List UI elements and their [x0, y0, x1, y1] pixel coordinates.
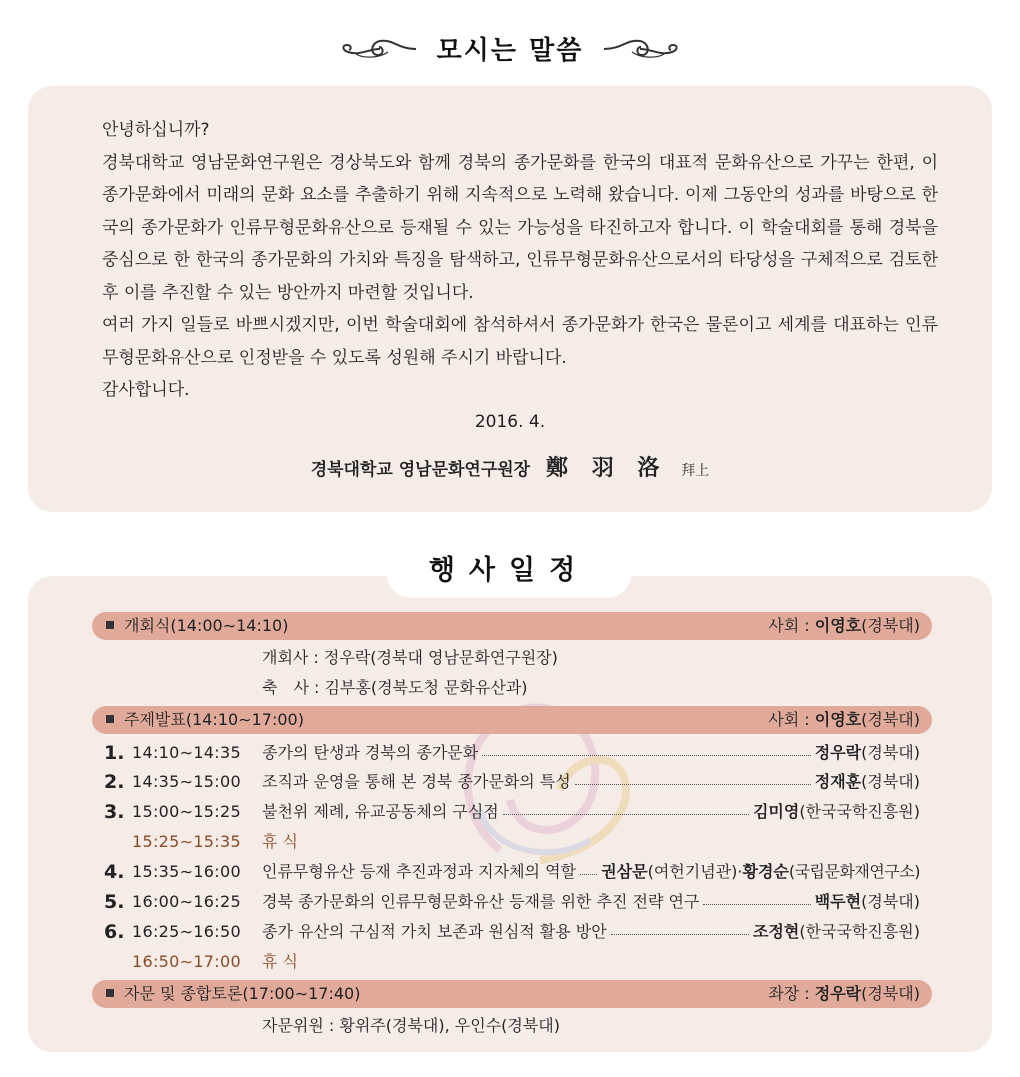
item-speaker: 권삼문: [601, 862, 648, 881]
item-affiliation: (한국국학진흥원): [799, 922, 920, 941]
opening-session-label: 개회식(14:00∼14:10): [124, 616, 289, 635]
discussion-session-label: 자문 및 종합토론(17:00∼17:40): [124, 984, 361, 1003]
item-speaker: 정우락: [814, 743, 862, 762]
greeting-paragraph: 여러 가지 일들로 바쁘시겠지만, 이번 학술대회에 참석하셔서 종가문화가 한국은 물론이고 세계를 대표하는 인류무형문화유산으로 인정받을 수 있도록 성원해 주시기 바랍니다.: [102, 315, 938, 368]
signer-title: 경북대학교 영남문화연구원장: [310, 460, 531, 480]
item-speaker: 정재훈: [814, 772, 862, 791]
discussion-chair: [768, 980, 920, 1008]
leader-dots: [580, 874, 597, 875]
signer-suffix: 拜上: [681, 463, 710, 479]
item-topic: 조직과 운영을 통해 본 경북 종가문화의 특성: [262, 772, 571, 791]
schedule-title: 행사일정: [428, 555, 590, 586]
item-speaker: 조정현: [752, 922, 800, 941]
item-affiliation: (한국국학진흥원): [799, 802, 920, 821]
greeting-panel: [28, 86, 992, 512]
host-prefix: 사회 :: [768, 710, 815, 729]
item-time: 15:35∼16:00: [132, 862, 241, 881]
greeting-title: 모시는 말씀: [436, 36, 584, 66]
host-prefix: 사회 :: [768, 616, 815, 635]
schedule-break: [104, 949, 920, 975]
item-affiliation: (경북대): [861, 743, 920, 762]
right-ornament-icon: [602, 36, 682, 62]
break-label: 휴 식: [262, 832, 298, 851]
item-number: 1.: [104, 742, 125, 764]
keynote-session-bar: [92, 706, 932, 734]
schedule-break: [104, 829, 920, 855]
item-time: 14:10∼14:35: [132, 743, 241, 762]
item-speaker-2: 황경순: [742, 862, 789, 881]
greeting-paragraph: 감사합니다.: [102, 380, 190, 400]
schedule-item: [104, 859, 920, 885]
item-speaker: 백두현: [814, 892, 862, 911]
break-time: 15:25∼15:35: [132, 832, 241, 851]
greeting-paragraph: 안녕하십니까?: [102, 120, 210, 140]
letter-signature: [28, 451, 992, 482]
item-time: 15:00∼15:25: [132, 802, 241, 821]
schedule-item: [104, 919, 920, 945]
discussion-session-bar: [92, 980, 932, 1008]
break-label: 휴 식: [262, 952, 298, 971]
leader-dots: [611, 934, 749, 935]
item-affiliation: (경북대): [861, 892, 920, 911]
bullet-square-icon: [106, 715, 114, 723]
item-time: 14:35∼15:00: [132, 772, 241, 791]
letter-date: 2016. 4.: [474, 412, 546, 432]
left-ornament-icon: [338, 36, 418, 62]
schedule-item: [104, 740, 920, 766]
break-time: 16:50∼17:00: [132, 952, 241, 971]
host-name: 이영호: [814, 710, 862, 729]
item-number: 3.: [104, 801, 125, 823]
greeting-title-row: [0, 30, 1020, 70]
greeting-letter: [88, 114, 938, 407]
item-topic: 종가 유산의 구심적 가치 보존과 원심적 활용 방안: [262, 922, 607, 941]
item-number: 4.: [104, 861, 125, 883]
item-speaker: 김미영: [752, 802, 800, 821]
leader-dots: [482, 755, 811, 756]
item-affiliation: (여헌기념관): [647, 862, 738, 881]
leader-dots: [575, 784, 811, 785]
leader-dots: [703, 904, 810, 905]
chair-prefix: 좌장 :: [768, 984, 815, 1003]
host-affiliation: (경북대): [861, 710, 920, 729]
opening-line: 개회사 : 정우락(경북대 영남문화연구원장): [262, 648, 558, 667]
schedule-item: [104, 799, 920, 825]
item-number: 6.: [104, 921, 125, 943]
opening-host: [768, 612, 920, 640]
leader-dots: [503, 814, 749, 815]
schedule-item: [104, 769, 920, 795]
bullet-square-icon: [106, 989, 114, 997]
host-affiliation: (경북대): [861, 616, 920, 635]
item-topic: 인류무형유산 등재 추진과정과 지자체의 역할: [262, 862, 577, 881]
item-number: 2.: [104, 771, 125, 793]
keynote-host: [768, 706, 920, 734]
speaker-separator: ·: [737, 862, 743, 881]
host-name: 이영호: [814, 616, 862, 635]
advisors-line: 자문위원 : 황위주(경북대), 우인수(경북대): [262, 1016, 560, 1035]
chair-affiliation: (경북대): [861, 984, 920, 1003]
bullet-square-icon: [106, 621, 114, 629]
item-affiliation-2: (국립문화재연구소): [788, 862, 920, 881]
opening-line: 축 사 : 김부홍(경북도청 문화유산과): [262, 678, 528, 697]
schedule-title-tab: [386, 546, 632, 598]
item-affiliation: (경북대): [861, 772, 920, 791]
item-topic: 불천위 제례, 유교공동체의 구심점: [262, 802, 499, 821]
signer-name: 鄭 羽 洛: [546, 455, 668, 481]
keynote-session-label: 주제발표(14:10∼17:00): [124, 710, 304, 729]
greeting-paragraph: 경북대학교 영남문화연구원은 경상북도와 함께 경북의 종가문화를 한국의 대표적 문화유산으로 가꾸는 한편, 이 종가문화에서 미래의 문화 요소를 추출하기 위해 지속적으로 노력해 왔습니다. 이제 그동안의 성과를 바탕으로 한국의 종가문화가 인류무형문화유산으로 등재될 수 있는 가능성을 타진하고자 합니다. 이 학술대회를 통해 경북을 중심으로 한 한국의 종가문화의 가치와 특징을 탐색하고, 인류무형문화유산으로서의 타당성을 구체적으로 검토한 후 이를 추진할 수 있는 방안까지 마련할 것입니다.: [102, 152, 938, 303]
item-time: 16:25∼16:50: [132, 922, 241, 941]
item-topic: 종가의 탄생과 경북의 종가문화: [262, 743, 479, 762]
chair-name: 정우락: [814, 984, 862, 1003]
item-topic: 경북 종가문화의 인류무형문화유산 등재를 위한 추진 전략 연구: [262, 892, 700, 911]
opening-session-bar: [92, 612, 932, 640]
schedule-item: [104, 889, 920, 915]
item-number: 5.: [104, 891, 125, 913]
item-time: 16:00∼16:25: [132, 892, 241, 911]
